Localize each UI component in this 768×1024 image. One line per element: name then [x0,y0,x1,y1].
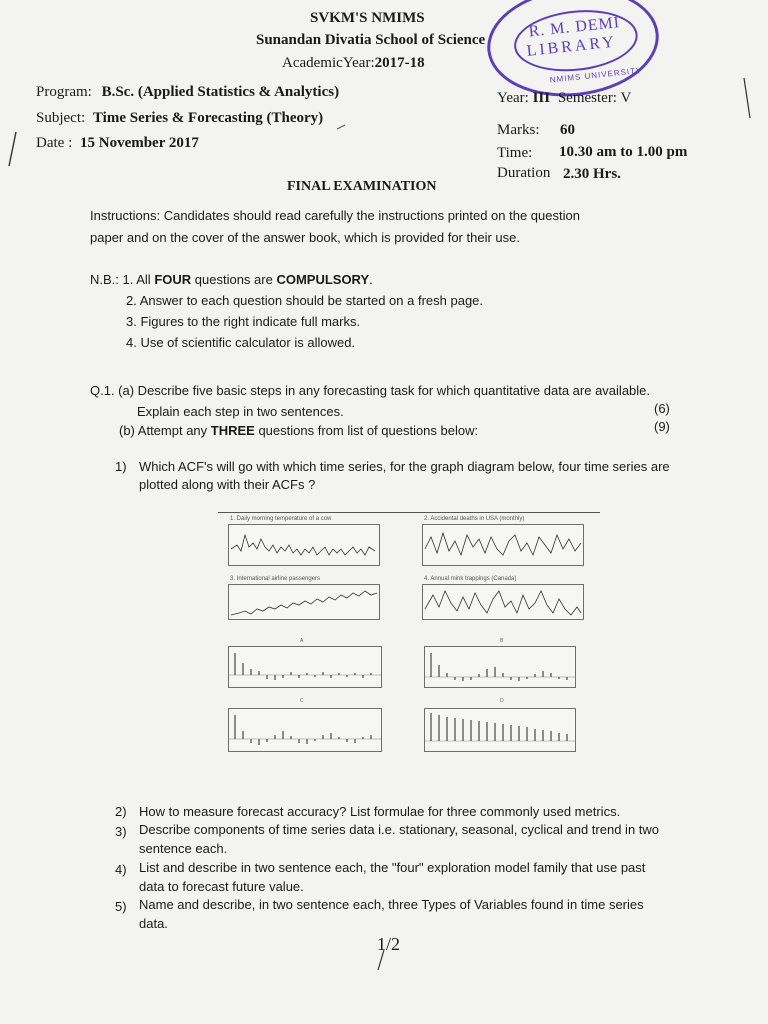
date-row [36,135,199,152]
subq-5-num: 5) [115,899,127,914]
stamp-line-1: R. M. DEMI [527,14,621,41]
q1a-marks: (6) [654,401,670,416]
duration-value: 2.30 Hrs. [563,166,621,182]
academic-year-label: AcademicYear: [282,55,375,71]
acf-c-plot [229,709,381,751]
subq-1-num: 1) [115,459,127,474]
acf-d-label: D [500,698,504,704]
nb-item-3: 3. Figures to the right indicate full marks. [126,314,361,329]
acf-c-panel [228,708,382,752]
marks-label: Marks: [497,122,540,138]
school-name: Sunandan Divatia School of Science [256,32,486,48]
stamp-line-2: LIBRARY [525,33,618,60]
series-2-panel [422,524,584,566]
duration-label: Duration [497,165,551,181]
page-number-pen-stroke [372,948,392,972]
nb-item-4: 4. Use of scientific calculator is allowed. [126,335,356,350]
series-1-plot [229,525,379,565]
subq-3-line-1: Describe components of time series data i.e. stationary, seasonal, cyclical and trend in two [139,822,660,837]
subq-5-line-2: data. [139,916,168,931]
acf-b-panel [424,646,576,688]
series-2-plot [423,525,583,565]
nb-compulsory: COMPULSORY [276,272,370,287]
acf-b-label: B [500,638,504,644]
acf-a-panel [228,646,382,688]
year-value: III [532,90,551,106]
year-label: Year: [497,90,529,106]
subq-3-line-2: sentence each. [139,841,228,856]
page-number: 1/2 [377,934,401,954]
time-series-acf-figure [218,510,600,772]
exam-title: FINAL EXAMINATION [287,179,437,194]
date-label: Date : [36,135,73,151]
marks-value: 60 [560,122,575,138]
series-2-title: 2. Accidental deaths in USA (monthly) [424,516,525,522]
series-3-panel [228,584,380,620]
subq-2-num: 2) [115,804,127,819]
q1b-marks: (9) [654,419,670,434]
date-value: 15 November 2017 [79,135,199,151]
program-value: B.Sc. (Applied Statistics & Analytics) [101,84,340,100]
nb-end: . [369,272,373,287]
acf-b-plot [425,647,575,687]
nb-item-2: 2. Answer to each question should be started on a fresh page. [126,293,484,308]
subject-label: Subject: [36,110,86,126]
series-4-title: 4. Annual mink trappings (Canada) [424,576,517,582]
subq-4-num: 4) [115,862,127,877]
subject-row [36,110,323,127]
q1b-suffix: questions from list of questions below: [254,423,479,438]
acf-d-plot [425,709,575,751]
nb-item-1 [90,272,373,287]
program-row [36,84,339,101]
institution-name: SVKM'S NMIMS [310,10,425,26]
subq-1-line-1: Which ACF's will go with which time series, for the graph diagram below, four time series are [139,459,670,474]
acf-d-panel [424,708,576,752]
semester-label: Semester: [557,90,617,106]
q1b-line [119,423,478,438]
acf-a-label: A [300,638,304,644]
q1a-line-1: Q.1. (a) Describe five basic steps in any forecasting task for which quantitative data are available. [90,383,651,398]
academic-year-value: 2017-18 [374,55,425,71]
subq-2-line-1: How to measure forecast accuracy? List formulae for three commonly used metrics. [139,804,621,819]
time-value: 10.30 am to 1.00 pm [559,144,688,160]
q1a-line-2: Explain each step in two sentences. [137,404,344,419]
stamp-ring-text: NMIMS UNIVERSITY [549,65,643,85]
series-4-plot [423,585,583,619]
instructions-line-2: paper and on the cover of the answer book, which is provided for their use. [90,230,520,245]
series-3-plot [229,585,379,619]
time-label: Time: [497,145,533,161]
series-1-title: 1. Daily morning temperature of a cow [230,516,332,522]
figure-top-rule [218,512,600,513]
acf-c-label: C [300,698,304,704]
subject-value: Time Series & Forecasting (Theory) [92,110,324,126]
nb-prefix: N.B.: 1. All [90,272,155,287]
subq-4-line-2: data to forecast future value. [139,879,304,894]
series-4-panel [422,584,584,620]
acf-a-plot [229,647,381,687]
year-semester-row [497,90,631,107]
subq-3-num: 3) [115,824,127,839]
nb-mid: questions are [191,272,277,287]
subq-1-line-2: plotted along with their ACFs ? [139,477,316,492]
q1b-prefix: (b) Attempt any [119,423,211,438]
q1b-three: THREE [210,423,255,438]
series-1-panel [228,524,380,566]
instructions-line-1: Instructions: Candidates should read carefully the instructions printed on the question [90,208,580,223]
program-label: Program: [36,84,92,100]
series-3-title: 3. International airline passengers [230,576,321,582]
nb-four: FOUR [154,272,192,287]
semester-value: V [620,90,632,106]
subq-4-line-1: List and describe in two sentence each, the "four" exploration model family that use past [139,860,646,875]
subq-5-line-1: Name and describe, in two sentence each, three Types of Variables found in time series [139,897,644,912]
